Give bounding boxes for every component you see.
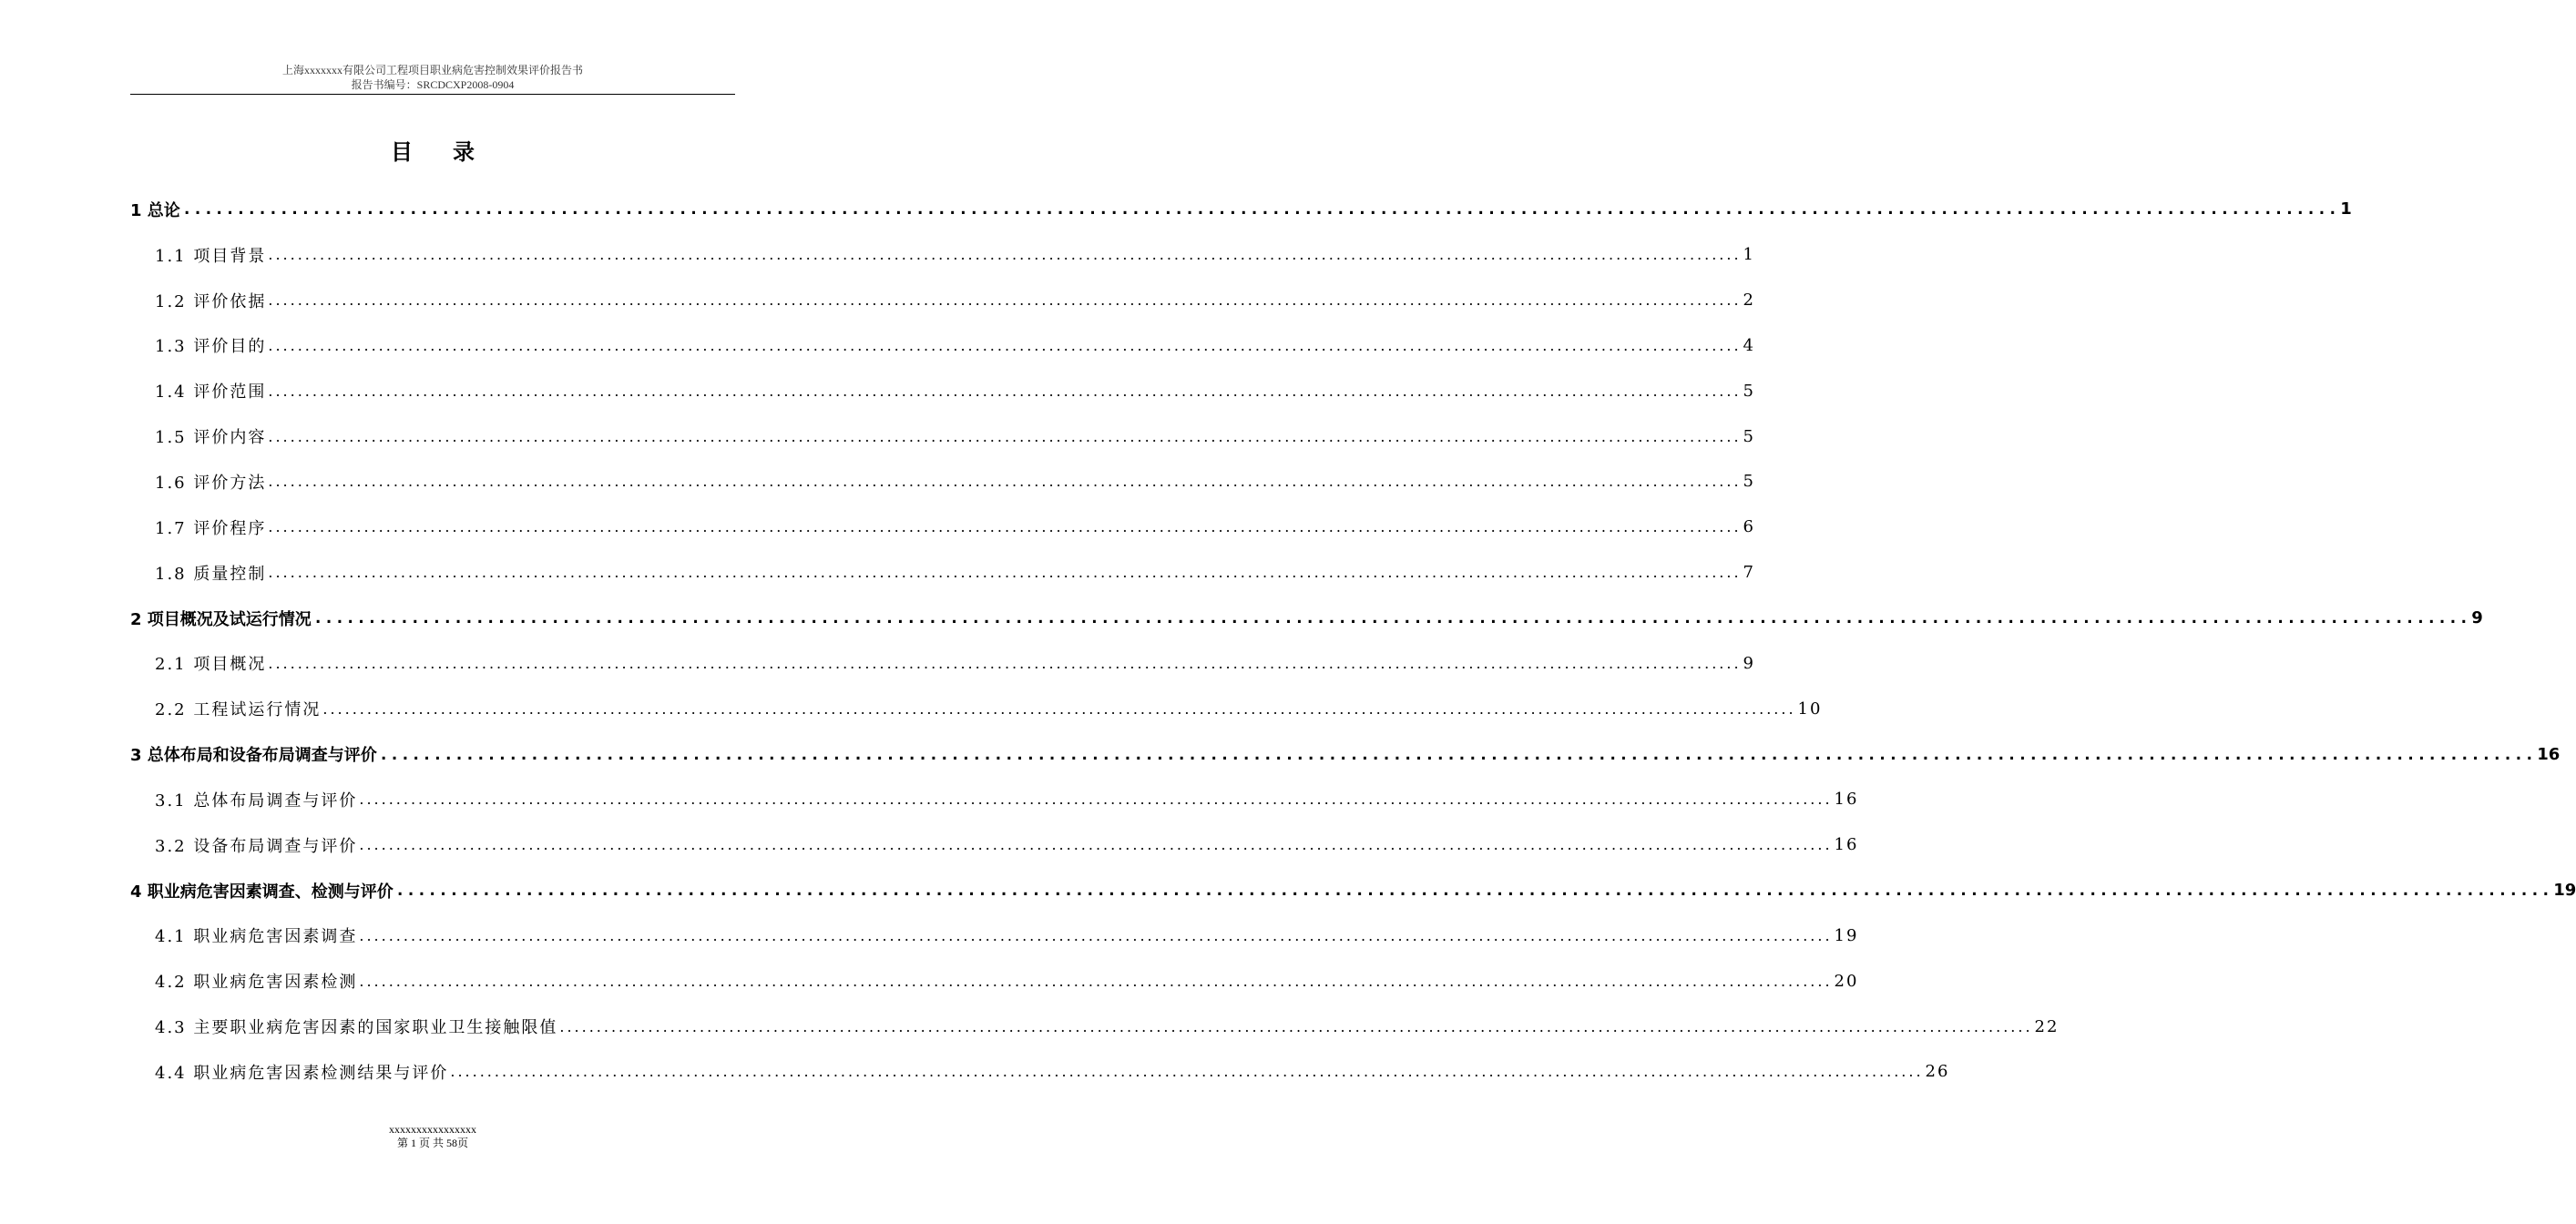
toc-entry-page: 5 xyxy=(1743,426,1755,446)
toc-entry-label: 1.6 评价方法 xyxy=(155,473,267,493)
header-rule xyxy=(130,94,735,95)
toc-entry-page: 10 xyxy=(1797,699,1823,719)
toc-section-entry[interactable] xyxy=(130,958,1859,1004)
toc-entry-page: 5 xyxy=(1743,472,1755,492)
toc-entry-label: 1.7 评价程序 xyxy=(155,518,267,538)
toc-entry-label: 1.2 评价依据 xyxy=(155,291,267,311)
toc-section-entry[interactable] xyxy=(130,913,1859,959)
toc-leader-dots: ........................................................................................................................................................................................................ xyxy=(268,382,1742,400)
toc-entry-page: 6 xyxy=(1743,517,1755,537)
toc-leader-dots: ........................................................................................................................................................................................................ xyxy=(359,926,1833,944)
toc-section-entry[interactable] xyxy=(130,640,1755,686)
toc-leader-dots: ........................................................................................................................................................................................................ xyxy=(268,291,1742,310)
toc-entry-page: 4 xyxy=(1743,335,1755,355)
toc-leader-dots: ........................................................................................................................................................................................................ xyxy=(450,1063,1924,1081)
toc-entry-label: 1.3 评价目的 xyxy=(155,337,267,357)
toc-entry-page: 19 xyxy=(2553,881,2576,901)
toc-leader-dots: ........................................................................................................................................................................................................ xyxy=(394,881,2552,901)
toc-chapter-entry[interactable] xyxy=(130,596,2483,641)
toc-entry-label: 2 项目概况及试运行情况 xyxy=(130,609,312,629)
toc-section-entry[interactable] xyxy=(130,413,1755,459)
toc-leader-dots: ........................................................................................................................................................................................................ xyxy=(268,564,1742,582)
toc-leader-dots: ........................................................................................................................................................................................................ xyxy=(268,246,1742,264)
toc-entry-label: 3.2 设备布局调查与评价 xyxy=(155,836,358,856)
toc-leader-dots: ........................................................................................................................................................................................................ xyxy=(268,473,1742,491)
toc-entry-page: 5 xyxy=(1743,381,1755,401)
toc-section-entry[interactable] xyxy=(130,686,1823,731)
toc-section-entry[interactable] xyxy=(130,1004,2060,1049)
toc-entry-label: 1.4 评价范围 xyxy=(155,382,267,403)
toc-leader-dots: ........................................................................................................................................................................................................ xyxy=(559,1017,2033,1035)
table-of-contents xyxy=(130,187,2576,1095)
header-title: 上海xxxxxxx有限公司工程项目职业病危害控制效果评价报告书 xyxy=(281,64,583,76)
toc-leader-dots: ........................................................................................................................................................................................................ xyxy=(268,518,1742,536)
toc-entry-page: 9 xyxy=(2471,608,2483,628)
toc-leader-dots: ........................................................................................................................................................................................................ xyxy=(359,836,1833,854)
toc-entry-page: 22 xyxy=(2034,1016,2060,1036)
toc-entry-page: 2 xyxy=(1743,291,1755,311)
toc-entry-page: 16 xyxy=(2537,744,2561,764)
toc-leader-dots: ........................................................................................................................................................................................................ xyxy=(312,608,2470,628)
toc-entry-label: 4.2 职业病危害因素检测 xyxy=(155,973,358,993)
toc-leader-dots: ........................................................................................................................................................................................................ xyxy=(268,427,1742,445)
toc-title: 目录 xyxy=(391,139,515,165)
toc-chapter-entry[interactable] xyxy=(130,731,2561,777)
toc-section-entry[interactable] xyxy=(130,323,1755,369)
toc-entry-label: 4.4 职业病危害因素检测结果与评价 xyxy=(155,1063,449,1083)
toc-leader-dots: ........................................................................................................................................................................................................ xyxy=(378,744,2536,764)
footer-text: xxxxxxxxxxxxxxxx xyxy=(389,1123,476,1136)
toc-section-entry[interactable] xyxy=(130,459,1755,505)
toc-entry-page: 1 xyxy=(2340,199,2352,219)
toc-entry-page: 9 xyxy=(1743,653,1755,673)
toc-entry-page: 20 xyxy=(1834,971,1859,991)
toc-entry-page: 26 xyxy=(1925,1062,1950,1082)
toc-entry-page: 1 xyxy=(1743,245,1755,265)
toc-leader-dots: ........................................................................................................................................................................................................ xyxy=(268,654,1742,672)
toc-leader-dots: ........................................................................................................................................................................................................ xyxy=(359,790,1833,809)
toc-entry-label: 4.1 职业病危害因素调查 xyxy=(155,927,358,947)
toc-chapter-entry[interactable] xyxy=(130,187,2352,232)
toc-leader-dots: ........................................................................................................................................................................................................ xyxy=(181,199,2339,219)
toc-entry-label: 1.8 质量控制 xyxy=(155,564,267,584)
toc-entry-page: 16 xyxy=(1834,790,1859,810)
footer-page-number: 第 1 页 共 58页 xyxy=(396,1137,468,1149)
toc-entry-page: 16 xyxy=(1834,835,1859,855)
toc-entry-label: 1.1 项目背景 xyxy=(155,246,267,266)
toc-entry-page: 7 xyxy=(1743,563,1755,583)
toc-entry-label: 3 总体布局和设备布局调查与评价 xyxy=(130,746,377,766)
toc-section-entry[interactable] xyxy=(130,1049,1950,1095)
toc-section-entry[interactable] xyxy=(130,278,1755,323)
toc-leader-dots: ........................................................................................................................................................................................................ xyxy=(268,336,1742,354)
toc-leader-dots: ........................................................................................................................................................................................................ xyxy=(359,972,1833,990)
toc-section-entry[interactable] xyxy=(130,368,1755,413)
toc-entry-label: 2.2 工程试运行情况 xyxy=(155,700,322,720)
toc-chapter-entry[interactable] xyxy=(130,868,2576,913)
toc-leader-dots: ........................................................................................................................................................................................................ xyxy=(322,699,1796,718)
toc-entry-label: 3.1 总体布局调查与评价 xyxy=(155,790,358,811)
toc-entry-label: 1 总论 xyxy=(130,200,180,220)
toc-entry-label: 1.5 评价内容 xyxy=(155,428,267,448)
toc-entry-label: 4 职业病危害因素调查、检测与评价 xyxy=(130,882,394,902)
toc-entry-label: 2.1 项目概况 xyxy=(155,655,267,675)
toc-section-entry[interactable] xyxy=(130,822,1859,868)
toc-section-entry[interactable] xyxy=(130,232,1755,278)
toc-entry-label: 4.3 主要职业病危害因素的国家职业卫生接触限值 xyxy=(155,1018,558,1038)
toc-section-entry[interactable] xyxy=(130,777,1859,822)
toc-entry-page: 19 xyxy=(1834,925,1859,945)
toc-section-entry[interactable] xyxy=(130,550,1755,596)
toc-section-entry[interactable] xyxy=(130,505,1755,550)
header-report-number: 报告书编号：SRCDCXP2008-0904 xyxy=(351,78,515,91)
